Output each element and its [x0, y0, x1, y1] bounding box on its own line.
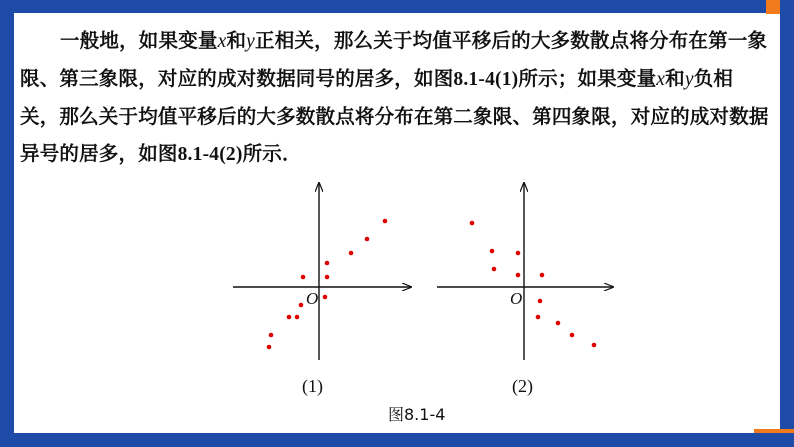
text-segment: 所示；如果变量: [518, 67, 657, 90]
plot1-point-1: [267, 345, 272, 350]
plot2-point-4: [516, 251, 521, 256]
plot1-point-12: [383, 219, 388, 224]
plot2-point-3: [492, 267, 497, 272]
plot1-point-10: [349, 251, 354, 256]
plot2-point-2: [490, 249, 495, 254]
plot2-point-7: [538, 299, 543, 304]
text-segment: 所示．: [242, 142, 302, 165]
text-segment: 一般地，如果变量: [60, 29, 218, 52]
plot2-point-8: [536, 315, 541, 320]
plot1-point-11: [365, 237, 370, 242]
plot1-point-6: [301, 275, 306, 280]
plot1-caption: (1): [302, 376, 323, 396]
text-segment: 负相关，那么关于均值平移后的大多数散点将分布在第二象限、第四象限，对应的成对数据异号的居多，如图: [20, 67, 769, 165]
figure-ref-1: 8.1-4(1): [453, 69, 519, 90]
variable-x: x: [217, 31, 227, 52]
text-segment: 和: [226, 29, 247, 52]
figure-ref-2: 8.1-4(2): [177, 144, 243, 165]
plot2-point-6: [540, 273, 545, 278]
plot1-point-8: [325, 261, 330, 266]
plot1-point-3: [287, 315, 292, 320]
figure-title: 图8.1-4: [388, 405, 446, 424]
plot2-point-11: [592, 343, 597, 348]
plot2-origin-label: O: [510, 289, 523, 308]
plot2-caption: (2): [512, 376, 533, 396]
variable-y: y: [684, 69, 694, 90]
plot1-point-4: [295, 315, 300, 320]
plot1-point-7: [325, 275, 330, 280]
plot2-point-9: [556, 321, 561, 326]
plot2-point-5: [516, 273, 521, 278]
plot1-origin-label: O: [306, 289, 319, 308]
plot2-point-10: [570, 333, 575, 338]
plot2-points: [470, 221, 597, 348]
plot1-point-5: [299, 303, 304, 308]
variable-x: x: [656, 69, 666, 90]
plot2-point-1: [470, 221, 475, 226]
variable-y: y: [246, 31, 256, 52]
plot1-points: [267, 219, 388, 350]
text-segment: 正相关，那么关于均值平移后的大多数散点将分布在第一象限、第三象限，对应的成对数据同号的居多，如图: [20, 29, 768, 90]
text-segment: 和: [665, 67, 685, 90]
plot1-point-2: [269, 333, 274, 338]
plot1-point-9: [323, 295, 328, 300]
